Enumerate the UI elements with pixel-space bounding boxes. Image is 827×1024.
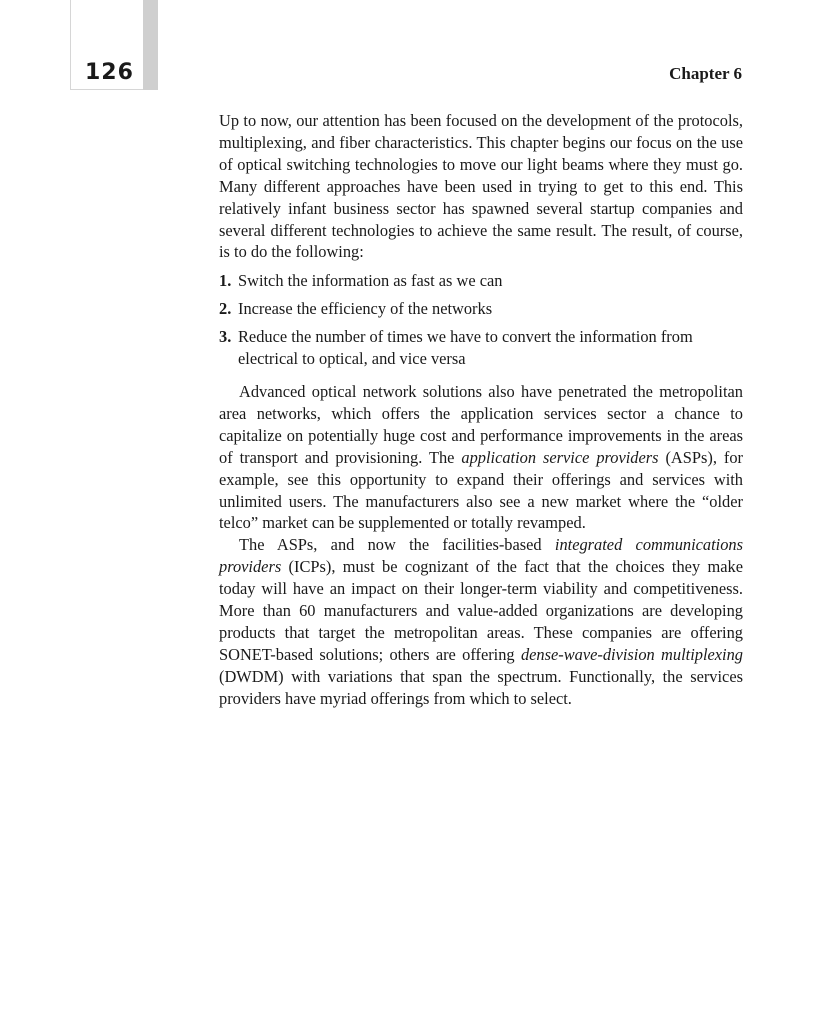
body-text bbox=[219, 110, 743, 710]
paragraph-text: (DWDM) with variations that span the spectrum. Functionally, the services providers have myriad offerings from which to select. bbox=[219, 666, 743, 708]
paragraph-text: Advanced optical network solutions also have penetrated the metropolitan area networks, which offers the application services sector a chance to capitalize on potentially huge cost and performance improvements in the areas of transport and provisioning. The bbox=[219, 381, 743, 467]
list-item bbox=[219, 298, 743, 320]
paragraph-text: (ICPs), must be cognizant of the fact that the choices they make today will have an impact on their longer-term viability and competitiveness. More than 60 manufacturers and value-added organizations are developing products that target the metropolitan areas. These companies are offering SONET-based solutions; others are offering bbox=[219, 557, 743, 664]
list-item-number: 1. bbox=[219, 271, 232, 291]
italic-term: application service providers bbox=[461, 447, 659, 467]
italic-term: integrated communications providers bbox=[219, 535, 743, 577]
list-item bbox=[219, 326, 743, 370]
list-item-number: 2. bbox=[219, 299, 232, 319]
intro-paragraph: Up to now, our attention has been focused on the development of the protocols, multiplexing, and fiber characteristics. This chapter begins our focus on the use of optical switching technologies to move our light beams where they must go. Many different approaches have been used in trying to get to this end. This relatively infant business sector has spawned several startup companies and several different technologies to achieve the same result. The result, of course, is to do the following: bbox=[219, 111, 743, 262]
list-item-text: Increase the efficiency of the networks bbox=[238, 299, 493, 319]
list-item bbox=[219, 270, 743, 292]
chapter-heading: Chapter 6 bbox=[669, 64, 742, 83]
numbered-list bbox=[219, 270, 743, 370]
paragraph-asps bbox=[219, 381, 743, 534]
list-item-number: 3. bbox=[219, 327, 232, 347]
italic-term: dense-wave-division multiplexing bbox=[520, 644, 743, 664]
paragraph-text: The ASPs, and now the facilities-based bbox=[239, 535, 555, 555]
paragraph-icps bbox=[219, 534, 743, 709]
paragraph-text: (ASPs), for example, see this opportunity to expand their offerings and services with unlimited users. The manufacturers also see a new market where the “older telco” market can be supplemented or totally revamped. bbox=[219, 447, 743, 533]
page-tab-bar bbox=[143, 0, 158, 90]
page-number: 126 bbox=[85, 60, 134, 85]
list-item-text: Reduce the number of times we have to convert the information from electrical to optical, and vice versa bbox=[238, 327, 693, 369]
list-item-text: Switch the information as fast as we can bbox=[238, 271, 503, 291]
